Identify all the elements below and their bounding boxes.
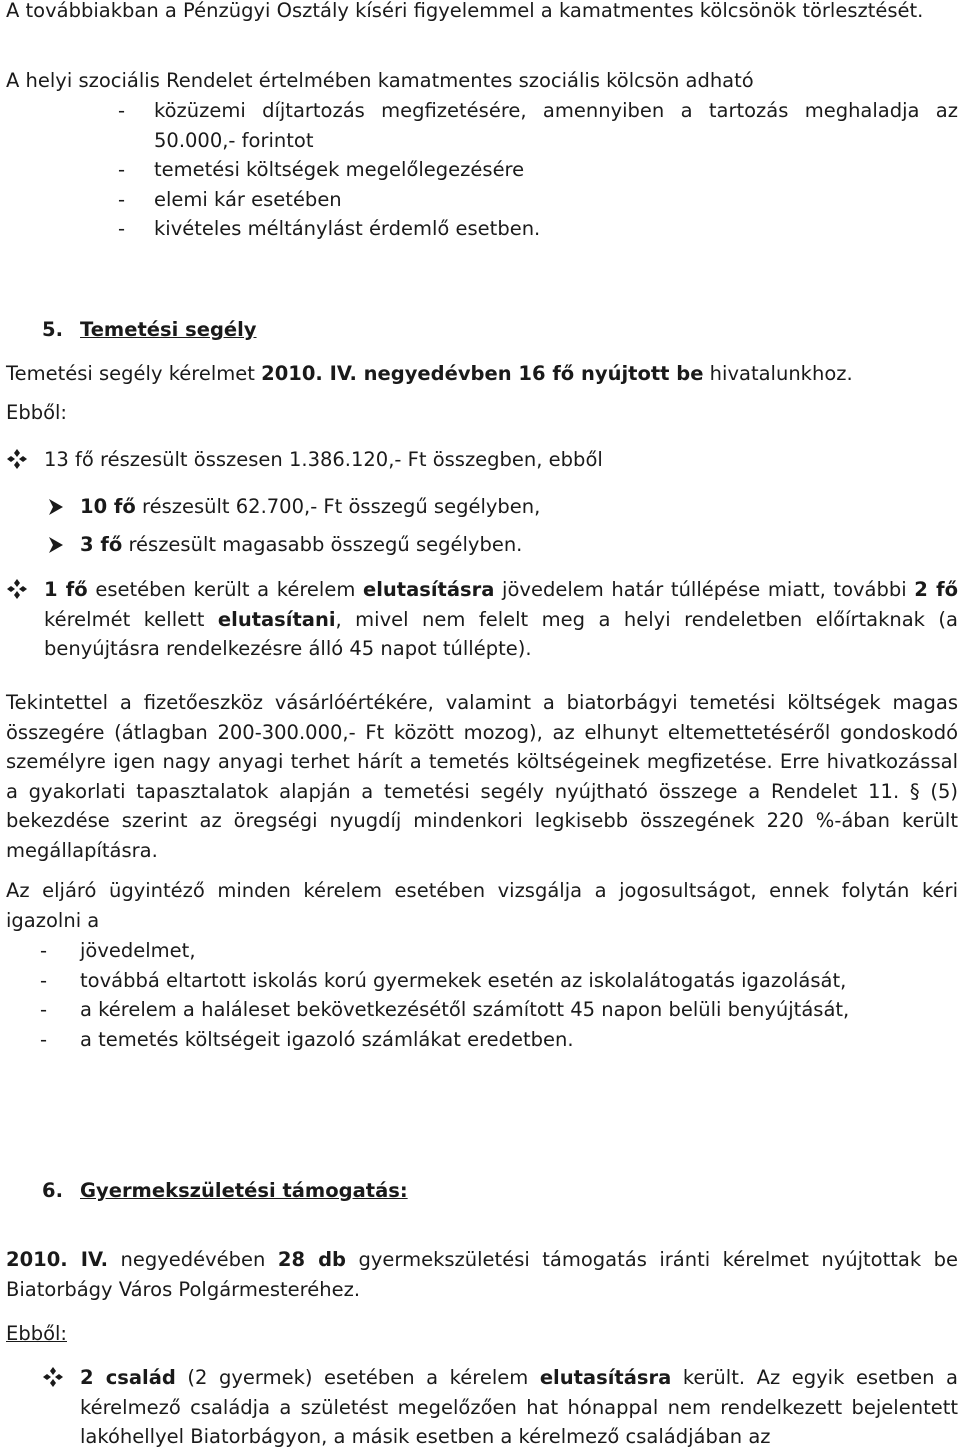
- list-item-text: elemi kár esetében: [154, 187, 342, 211]
- sub-bullet-item: [6, 492, 958, 522]
- bold-text: elutasításra: [362, 578, 495, 601]
- paragraph-funeral-costs: Tekintettel a fizetőeszköz vásárlóértékére, valamint a biatorbágyi temetési költségek magas összegére (átlagban 200-300.000,- Ft között mozog), az elhunyt eltemettetéséről gondoskodó személyre igen nagy anyagi terhet hárít a temetés költségeinek megfizetése. Erre hivatkozással a gyakorlati tapasztalatok alapján a temetési segély nyújtható összege a Rendelet 11. § (5) bekezdése szerint az öregségi nyugdíj mindenkori legkisebb összegének 220 %-ában került megállapításra.: [6, 691, 958, 862]
- sub-bullet-bold: 10 fő: [80, 495, 136, 518]
- sub-bullet-text: részesült magasabb összegű segélyben.: [122, 533, 523, 556]
- diamond-bullet-icon: [42, 1363, 64, 1388]
- bold-text: 2 család: [80, 1366, 176, 1389]
- intro-list: [6, 96, 958, 244]
- bold-text: elutasításra: [539, 1366, 672, 1389]
- bold-text: 1 fő: [44, 578, 88, 601]
- text: negyedévében: [108, 1248, 278, 1271]
- intro-paragraph-2: A helyi szociális Rendelet értelmében kamatmentes szociális kölcsön adható: [6, 69, 754, 92]
- summary-text-c: hivatalunkhoz.: [703, 362, 853, 385]
- section-title: Temetési segély: [80, 318, 257, 341]
- dash-marker: -: [40, 998, 48, 1021]
- section-number: 6.: [42, 1179, 63, 1202]
- sub-bullet-text: részesült 62.700,- Ft összegű segélyben,: [135, 495, 541, 518]
- diamond-bullet-icon: [6, 445, 28, 470]
- list-item-text: a temetés költségeit igazoló számlákat eredetben.: [80, 1027, 574, 1051]
- list-item: [6, 185, 958, 215]
- verification-list: [6, 936, 958, 1054]
- dash-marker: -: [118, 99, 126, 122]
- section-5-heading: [42, 315, 257, 345]
- bullet-item: [6, 575, 958, 664]
- arrow-bullet-icon: [48, 492, 64, 516]
- dash-marker: -: [40, 939, 48, 962]
- list-item: [6, 995, 958, 1025]
- text: gyermekszületési támogatás iránti kérelmet nyújtottak be Biatorbágy Város Polgármesteréhez.: [6, 1248, 958, 1301]
- list-item-text: temetési költségek megelőlegezésére: [154, 158, 525, 181]
- list-item: [6, 214, 958, 244]
- text: került. Az egyik esetben a kérelmező családja a születést megelőzően hat hónappal nem rendelkezett bejelentett lakóhellyel Biatorbágyon, a másik esetben a kérelmező családjában az: [80, 1366, 958, 1448]
- intro-paragraph-1: A továbbiakban a Pénzügyi Osztály kíséri figyelemmel a kamatmentes kölcsönök törlesztését.: [6, 0, 924, 22]
- text: , mivel nem felelt meg a helyi rendeletben előírtaknak (a benyújtásra rendelkezésre álló 45 napot túllépte).: [44, 607, 958, 660]
- bold-text: 2010. IV.: [6, 1248, 108, 1271]
- text: jövedelem határ túllépése miatt, további: [494, 578, 915, 601]
- bold-text: 2 fő: [914, 578, 958, 601]
- dash-marker: -: [118, 217, 126, 240]
- list-item: [6, 155, 958, 185]
- sub-bullet-bold: 3 fő: [80, 533, 123, 556]
- section-6-heading: [42, 1176, 408, 1206]
- list-item: [6, 96, 958, 155]
- arrow-bullet-icon: [48, 530, 64, 554]
- list-item: [6, 966, 958, 996]
- dash-marker: -: [40, 968, 48, 992]
- sub-bullet-item: [6, 530, 958, 560]
- paragraph-verification: Az eljáró ügyintéző minden kérelem esetében vizsgálja a jogosultságot, ennek folytán kéri igazolni a: [6, 879, 958, 932]
- bullet-item: [6, 445, 958, 475]
- text: esetében került a kérelem: [87, 578, 363, 601]
- bullet-text: 13 fő részesült összesen 1.386.120,- Ft összegben, ebből: [44, 448, 603, 471]
- dash-marker: -: [118, 158, 126, 181]
- dash-marker: -: [40, 1027, 48, 1051]
- list-item-text: továbbá eltartott iskolás korú gyermekek esetén az iskolalátogatás igazolását,: [80, 968, 847, 992]
- list-item-text: közüzemi díjtartozás megfizetésére, amennyiben a tartozás meghaladja az 50.000,- forintot: [154, 99, 958, 152]
- bold-text: 28 db: [277, 1248, 347, 1271]
- section-5-summary: [6, 359, 958, 389]
- section-number: 5.: [42, 318, 63, 341]
- list-item-text: a kérelem a haláleset bekövetkezésétől számított 45 napon belüli benyújtását,: [80, 998, 850, 1021]
- section-title: Gyermekszületési támogatás:: [80, 1179, 408, 1202]
- ebbol-label: Ebből:: [6, 1322, 67, 1345]
- text: (2 gyermek) esetében a kérelem: [175, 1366, 540, 1389]
- diamond-bullet-icon: [6, 575, 28, 600]
- summary-text-bold: 2010. IV. negyedévben 16 fő nyújtott be: [261, 362, 704, 385]
- dash-marker: -: [118, 187, 126, 211]
- bullet-item: [6, 1363, 958, 1452]
- list-item-text: jövedelmet,: [80, 939, 196, 962]
- list-item: [6, 936, 958, 966]
- list-item-text: kivételes méltánylást érdemlő esetben.: [154, 217, 541, 240]
- text: kérelmét kellett: [44, 607, 218, 631]
- list-item: [6, 1025, 958, 1055]
- ebbol-label: Ebből:: [6, 401, 67, 424]
- summary-text-a: Temetési segély kérelmet: [6, 362, 262, 385]
- section-6-paragraph: [6, 1245, 958, 1304]
- bold-text: elutasítani: [217, 607, 336, 631]
